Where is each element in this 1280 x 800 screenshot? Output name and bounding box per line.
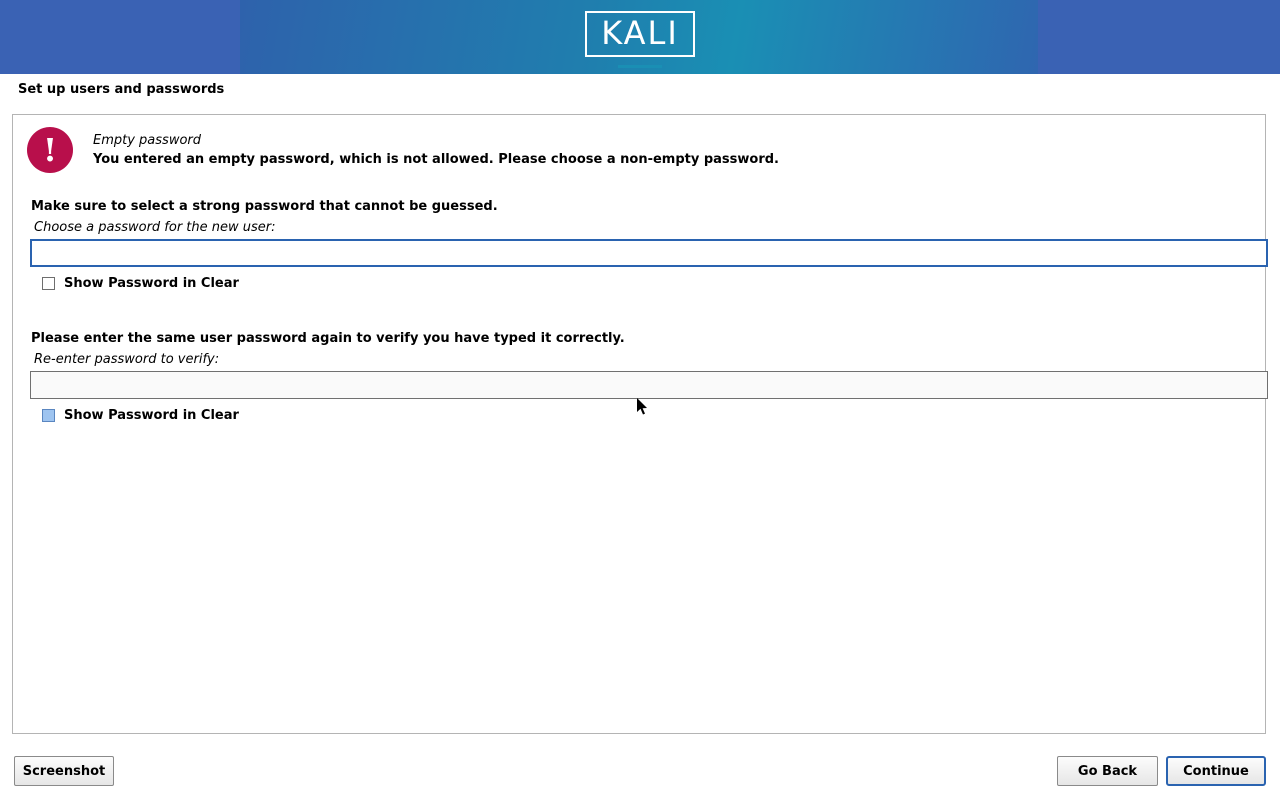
show-password-row-2[interactable] (42, 408, 1257, 423)
error-text-block (93, 127, 779, 167)
show-password-row-1[interactable] (42, 276, 1257, 291)
show-password-label-2: Show Password in Clear (64, 408, 239, 423)
show-password-label-1: Show Password in Clear (64, 276, 239, 291)
go-back-button[interactable]: Go Back (1057, 756, 1158, 786)
error-exclamation-icon: ! (27, 127, 73, 173)
continue-button[interactable]: Continue (1166, 756, 1266, 786)
verify-password-input[interactable] (30, 371, 1268, 399)
footer-bar (0, 752, 1280, 800)
show-password-checkbox-2[interactable] (42, 409, 55, 422)
verify-hint: Please enter the same user password again to verify you have typed it correctly. (31, 331, 625, 346)
page-title: Set up users and passwords (18, 82, 225, 97)
banner-notch (618, 65, 662, 68)
verify-field-label: Re-enter password to verify: (34, 352, 220, 367)
password-field-label: Choose a password for the new user: (34, 220, 276, 235)
screenshot-button[interactable]: Screenshot (14, 756, 114, 786)
banner-logo-wrap (0, 11, 1280, 57)
kali-logo-icon: KALI (585, 11, 695, 57)
password-input[interactable] (30, 239, 1268, 267)
main-panel (12, 114, 1266, 734)
error-message: You entered an empty password, which is not allowed. Please choose a non-empty password. (93, 152, 779, 167)
show-password-checkbox-1[interactable] (42, 277, 55, 290)
password-form (13, 199, 1265, 423)
kali-banner (0, 0, 1280, 74)
error-title: Empty password (93, 133, 201, 148)
error-alert (13, 115, 1265, 173)
password-strength-hint: Make sure to select a strong password that cannot be guessed. (31, 199, 498, 214)
